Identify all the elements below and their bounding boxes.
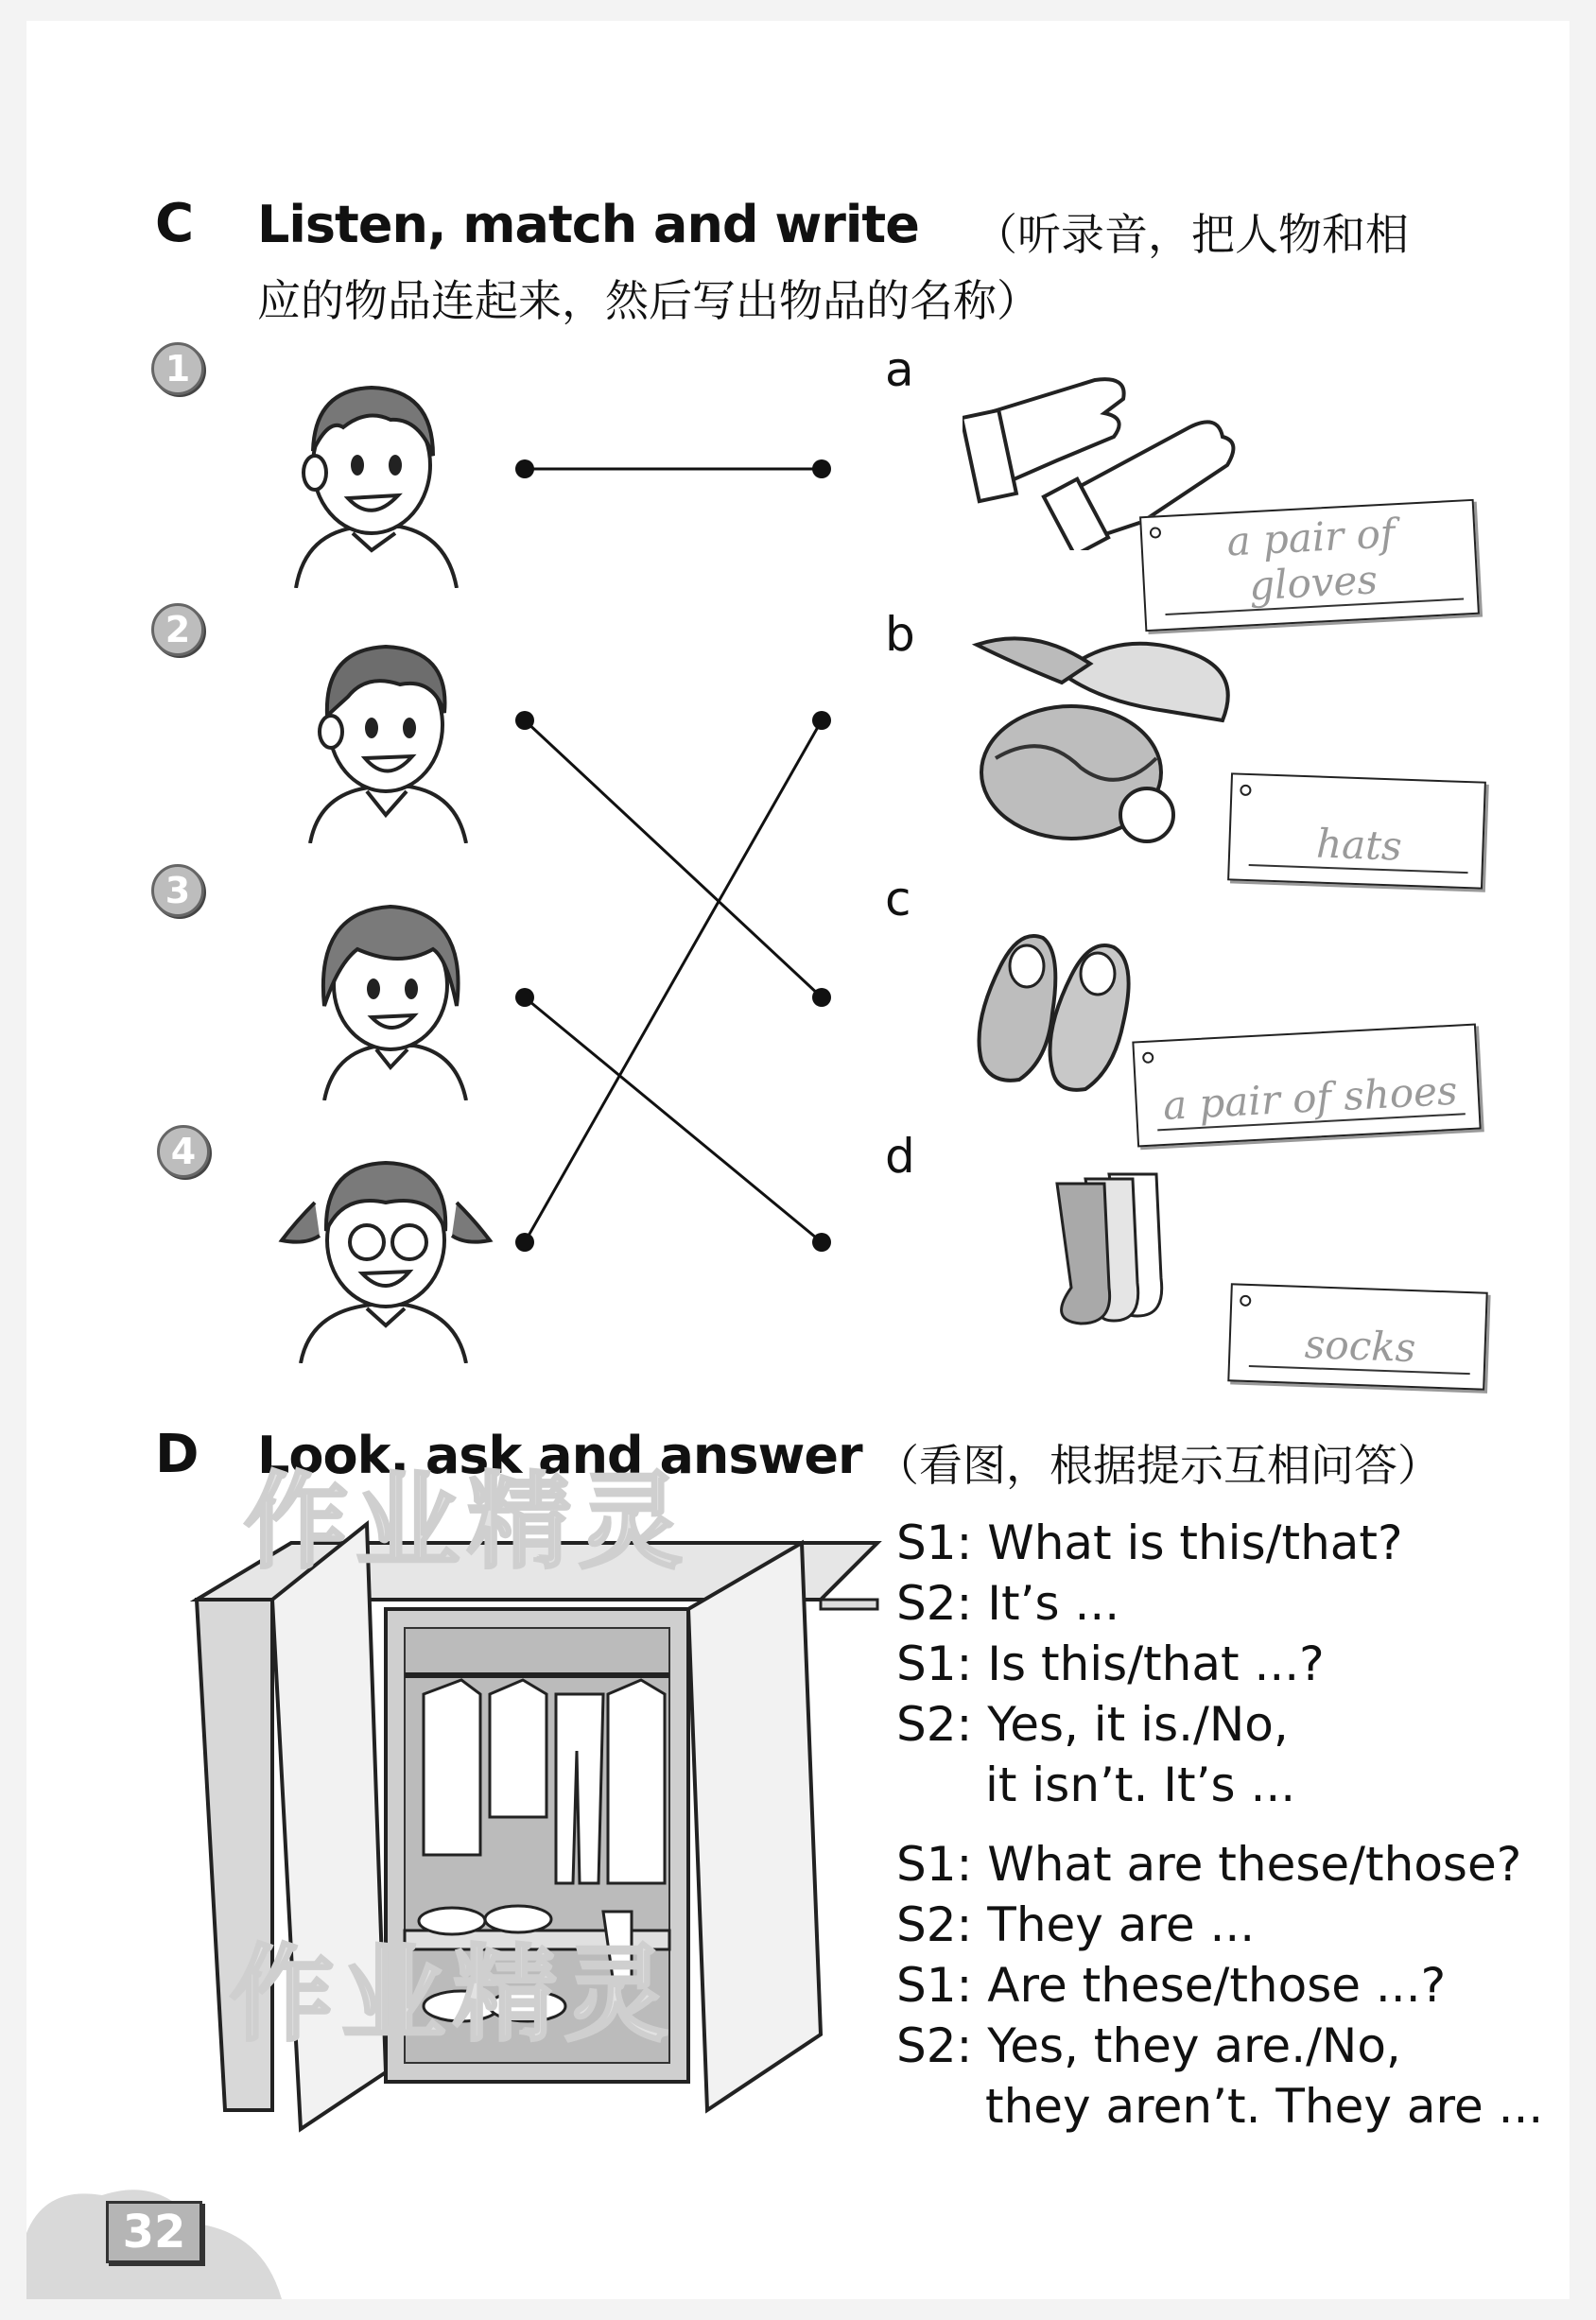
item-letter-d: d bbox=[885, 1129, 915, 1184]
dialog-line: it isn’t. It’s ... bbox=[985, 1757, 1296, 1812]
answer-text-b: hats bbox=[1249, 819, 1470, 874]
dot-left-2 bbox=[515, 711, 534, 730]
dot-left-4 bbox=[515, 1233, 534, 1252]
match-line-3-d bbox=[525, 997, 822, 1242]
page-number: 32 bbox=[106, 2201, 202, 2263]
person-number-1: 1 bbox=[151, 342, 204, 395]
person-number-3: 3 bbox=[151, 864, 204, 917]
section-c-instruction-1: （听录音，把人物和相 bbox=[974, 209, 1409, 260]
answer-box-c[interactable] bbox=[1132, 1024, 1481, 1148]
watermark-top: 作业精灵 bbox=[244, 1462, 690, 1583]
answer-text-c: a pair of shoes bbox=[1155, 1067, 1466, 1131]
dialog-plural bbox=[896, 1834, 1568, 2137]
person-number-4: 4 bbox=[157, 1125, 210, 1178]
answer-box-b[interactable] bbox=[1227, 772, 1486, 889]
shoes-icon bbox=[963, 909, 1161, 1099]
match-line-4-b bbox=[525, 720, 822, 1242]
match-line-2-c bbox=[525, 720, 822, 997]
section-c-instruction-2: 应的物品连起来，然后写出物品的名称） bbox=[257, 275, 1040, 326]
hats-icon bbox=[958, 616, 1260, 853]
dialog-line: they aren’t. They are ... bbox=[985, 2079, 1544, 2134]
section-c-letter: C bbox=[155, 193, 195, 254]
dialog-line: S1: Is this/that ...? bbox=[896, 1636, 1325, 1691]
answer-text-d: socks bbox=[1249, 1320, 1472, 1375]
dot-left-1 bbox=[515, 459, 534, 478]
dialog-line: S2: Yes, it is./No, bbox=[896, 1697, 1289, 1752]
section-d-letter: D bbox=[155, 1424, 200, 1485]
item-letter-c: c bbox=[885, 872, 911, 926]
dot-left-3 bbox=[515, 988, 534, 1007]
matching-lines bbox=[26, 21, 1570, 1439]
dialog-singular bbox=[896, 1513, 1558, 1815]
answer-box-a[interactable] bbox=[1139, 499, 1480, 632]
dialog-line: S1: What is this/that? bbox=[896, 1515, 1403, 1570]
dot-right-a bbox=[812, 459, 831, 478]
item-letter-a: a bbox=[885, 342, 914, 397]
dot-right-b bbox=[812, 711, 831, 730]
answer-text-a: a pair of gloves bbox=[1160, 508, 1464, 615]
watermark-bottom: 作业精灵 bbox=[230, 1934, 676, 2055]
dialog-line: S2: It’s ... bbox=[896, 1576, 1120, 1631]
answer-box-d[interactable] bbox=[1227, 1283, 1487, 1390]
person-number-2: 2 bbox=[151, 603, 204, 656]
section-d-instruction: （看图，根据提示互相问答） bbox=[876, 1440, 1441, 1491]
dialog-line: S1: Are these/those ...? bbox=[896, 1958, 1447, 2013]
section-d-title: Look, ask and answer bbox=[257, 1426, 862, 1485]
dot-right-d bbox=[812, 1233, 831, 1252]
dialog-line: S1: What are these/those? bbox=[896, 1837, 1522, 1892]
workbook-page bbox=[26, 21, 1570, 2299]
dialog-line: S2: They are ... bbox=[896, 1897, 1256, 1952]
dialog-line: S2: Yes, they are./No, bbox=[896, 2018, 1401, 2073]
socks-icon bbox=[1038, 1165, 1189, 1325]
dot-right-c bbox=[812, 988, 831, 1007]
section-c-title: Listen, match and write bbox=[257, 195, 919, 254]
item-letter-b: b bbox=[885, 607, 915, 662]
